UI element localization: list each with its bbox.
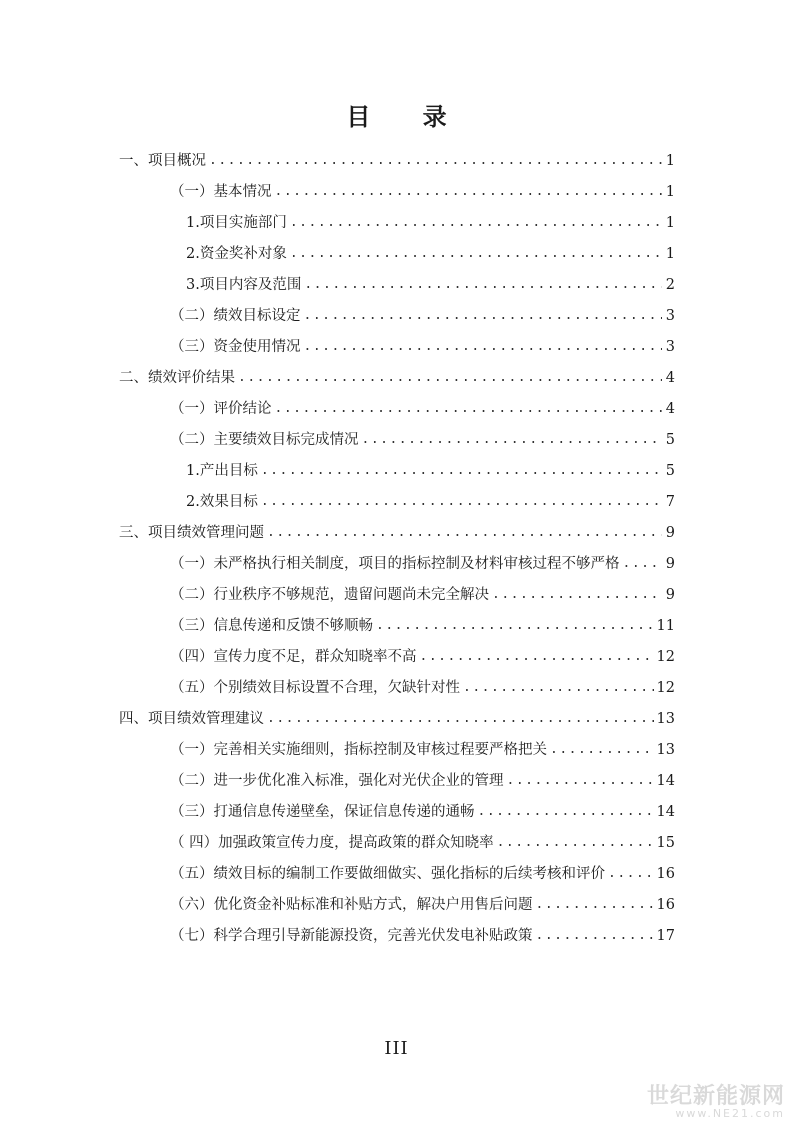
toc-entry-page: 12 [656,649,675,665]
toc-entry[interactable] [170,884,675,914]
toc-entry-page: 16 [656,897,675,913]
toc-entry-page: 15 [656,835,675,851]
toc-entry-page: 14 [656,804,675,820]
toc-entry-page: 1 [665,153,675,169]
toc-entry-label: （五）绩效目标的编制工作要做细做实、强化指标的后续考核和评价 [170,866,605,882]
toc-entry-label: （六）优化资金补贴标准和补贴方式，解决户用售后问题 [170,897,533,913]
toc-entry-label: 一、项目概况 [119,153,206,169]
page-title: 目 录 [346,103,469,131]
dot-leader [275,400,663,418]
toc-entry[interactable] [170,791,675,821]
toc-entry[interactable] [170,915,675,945]
toc-entry-label: 3.项目内容及范围 [186,277,302,293]
toc-entry-page: 9 [665,556,675,572]
toc-entry-label: 1.产出目标 [186,463,258,479]
toc-entry[interactable] [170,419,675,449]
toc-entry-label: 四、项目绩效管理建议 [119,711,264,727]
toc-entry[interactable] [170,295,675,325]
toc-entry-label: （三）打通信息传递壁垒，保证信息传递的通畅 [170,804,475,820]
toc-entry-label: （一）未严格执行相关制度，项目的指标控制及材料审核过程不够严格 [170,556,620,572]
toc-entry-page: 1 [665,215,675,231]
toc-entry-label: 二、绩效评价结果 [119,370,235,386]
toc-entry-page: 3 [665,308,675,324]
dot-leader [209,152,662,170]
dot-leader [492,586,662,604]
dot-leader [275,183,663,201]
toc-entry-page: 14 [656,773,675,789]
page-number: III [384,1038,409,1059]
toc-entry-page: 12 [656,680,675,696]
toc-entry[interactable] [186,264,675,294]
dot-leader [304,338,663,356]
dot-leader [376,617,654,635]
toc-entry[interactable] [186,202,675,232]
toc-entry[interactable] [170,667,675,697]
toc-entry[interactable] [170,326,675,356]
dot-leader [623,555,663,573]
dot-leader [304,307,663,325]
toc-entry-page: 1 [665,246,675,262]
dot-leader [420,648,654,666]
dot-leader [304,276,662,294]
dot-leader [497,834,654,852]
toc-entry[interactable] [170,388,675,418]
toc-entry[interactable] [170,605,675,635]
toc-entry[interactable] [170,729,675,759]
toc-entry[interactable] [119,512,675,542]
toc-entry-page: 11 [656,618,675,634]
toc-entry[interactable] [170,853,675,883]
toc-entry-page: 9 [665,587,675,603]
toc-entry[interactable] [119,357,675,387]
toc-entry-label: （二）行业秩序不够规范，遗留问题尚未完全解决 [170,587,489,603]
dot-leader [290,245,662,263]
dot-leader [238,369,662,387]
toc-entry-label: （二）进一步优化准入标准，强化对光伏企业的管理 [170,773,504,789]
toc-entry[interactable] [170,760,675,790]
dot-leader [261,493,662,511]
dot-leader [536,927,654,945]
toc-entry-label: 2.效果目标 [186,494,258,510]
toc-entry-label: 2.资金奖补对象 [186,246,287,262]
watermark-url: www.NE21.com [675,1107,785,1120]
watermark-text: 世纪新能源网 [646,1084,785,1109]
toc-entry-page: 5 [665,432,675,448]
toc-entry-label: （一）完善相关实施细则，指标控制及审核过程要严格把关 [170,742,547,758]
dot-leader [463,679,654,697]
toc-entry-page: 9 [665,525,675,541]
toc-entry-page: 2 [665,277,675,293]
toc-entry[interactable] [170,574,675,604]
toc-entry-page: 1 [665,184,675,200]
toc-entry-page: 16 [656,866,675,882]
toc-entry-label: （二）主要绩效目标完成情况 [170,432,359,448]
toc-entry[interactable] [170,171,675,201]
toc-entry-label: （五）个别绩效目标设置不合理，欠缺针对性 [170,680,460,696]
toc-entry[interactable] [186,233,675,263]
dot-leader [267,524,662,542]
toc-entry[interactable] [186,481,675,511]
toc-entry-label: （二）绩效目标设定 [170,308,301,324]
toc-entry-page: 5 [665,463,675,479]
toc-entry[interactable] [119,698,675,728]
toc-entry-label: 三、项目绩效管理问题 [119,525,264,541]
dot-leader [478,803,654,821]
toc-entry-label: （七）科学合理引导新能源投资，完善光伏发电补贴政策 [170,928,533,944]
toc-entry-label: （一）评价结论 [170,401,272,417]
dot-leader [507,772,654,790]
toc-entry-page: 7 [665,494,675,510]
toc-entry[interactable] [170,636,675,666]
dot-leader [267,710,654,728]
toc-entry-label: （ 四）加强政策宣传力度，提高政策的群众知晓率 [170,835,494,851]
dot-leader [362,431,663,449]
toc-entry-page: 13 [656,711,675,727]
toc-entry-label: （一）基本情况 [170,184,272,200]
toc-entry[interactable] [119,140,675,170]
dot-leader [550,741,654,759]
toc-entry[interactable] [170,543,675,573]
dot-leader [608,865,654,883]
dot-leader [290,214,662,232]
dot-leader [261,462,662,480]
toc-entry[interactable] [170,822,675,852]
toc-entry-label: （三）资金使用情况 [170,339,301,355]
toc-entry-page: 4 [665,401,675,417]
toc-entry-page: 4 [665,370,675,386]
toc-entry-label: （四）宣传力度不足，群众知晓率不高 [170,649,417,665]
watermark-logo [625,1086,785,1120]
toc-entry[interactable] [186,450,675,480]
toc-entry-page: 17 [656,928,675,944]
toc-entry-page: 3 [665,339,675,355]
toc-entry-label: （三）信息传递和反馈不够顺畅 [170,618,373,634]
dot-leader [536,896,654,914]
toc-entry-label: 1.项目实施部门 [186,215,287,231]
toc-entry-page: 13 [656,742,675,758]
